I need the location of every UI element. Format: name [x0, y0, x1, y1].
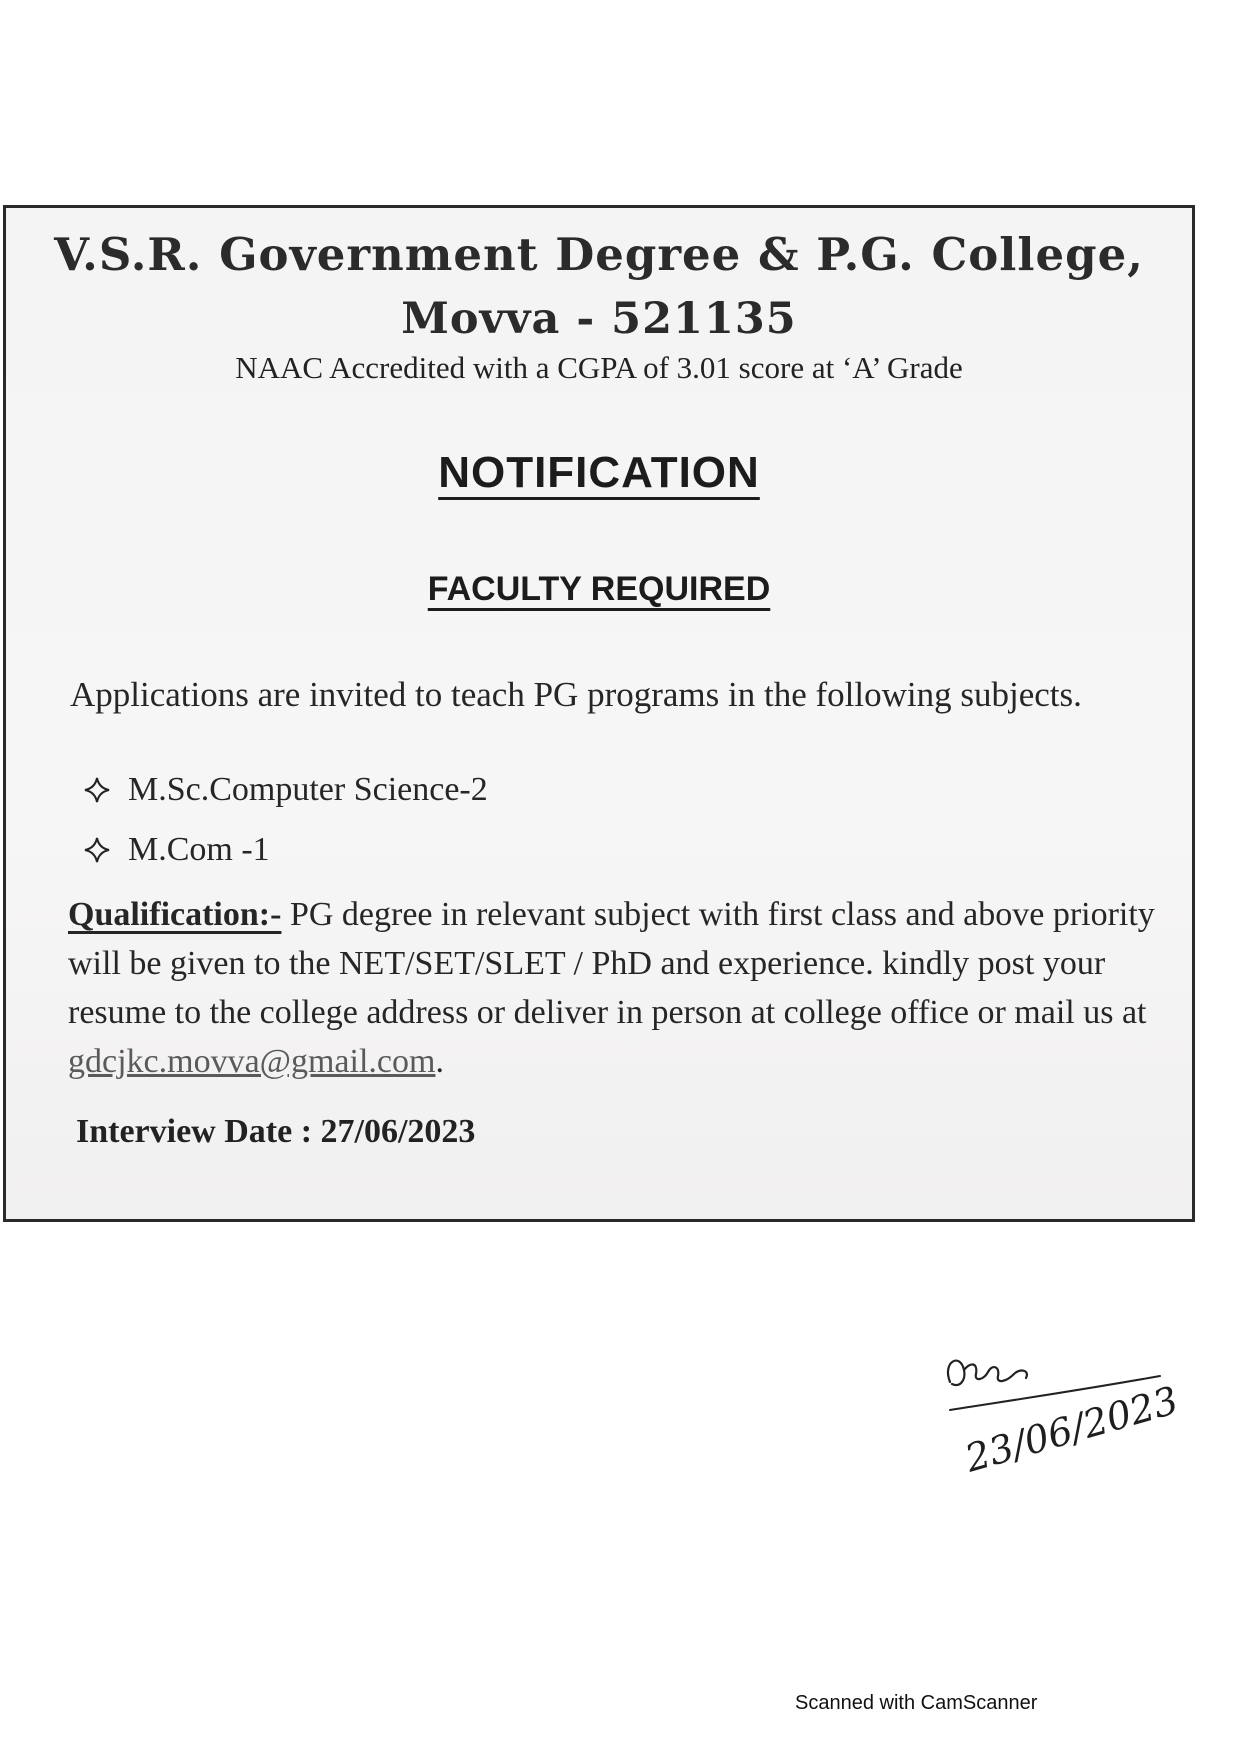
intro-text: Applications are invited to teach PG programs in the following subjects.: [70, 675, 1082, 714]
faculty-heading: [6, 570, 1192, 609]
qualification-end: .: [435, 1043, 444, 1080]
interview-date: Interview Date : 27/06/2023: [76, 1113, 476, 1150]
subject-item: [84, 820, 488, 880]
four-point-star-icon: [84, 777, 110, 803]
scanner-watermark: Scanned with CamScanner: [795, 1692, 1038, 1714]
subject-label: M.Sc.Computer Science-2: [128, 771, 488, 808]
subject-label: M.Com -1: [128, 831, 270, 868]
signature-date: 23/06/2023: [960, 1377, 1184, 1481]
notification-box: [3, 205, 1195, 1222]
email-link[interactable]: gdcjkc.movva@gmail.com: [68, 1043, 436, 1080]
college-name: V.S.R. Government Degree & P.G. College,: [54, 228, 1144, 281]
four-point-star-icon: [84, 837, 110, 863]
college-place: Movva - 521135: [401, 294, 797, 344]
notification-title: NOTIFICATION: [438, 448, 760, 497]
subject-item: [84, 760, 488, 820]
subject-list: [84, 760, 488, 880]
accreditation-line: NAAC Accredited with a CGPA of 3.01 score at ‘A’ Grade: [235, 350, 963, 385]
faculty-title: FACULTY REQUIRED: [427, 570, 771, 608]
handwritten-signature: [930, 1340, 1190, 1490]
qualification-text: PG degree in relevant subject with first class and above priority will be given to the NET/SET/SLET / PhD and experience. kindly post your resume to the college address or deliver in person at college office or mail us at: [68, 896, 1155, 1031]
notification-heading: [6, 448, 1192, 498]
qualification-paragraph: [68, 890, 1178, 1086]
qualification-label: Qualification:-: [68, 896, 282, 933]
